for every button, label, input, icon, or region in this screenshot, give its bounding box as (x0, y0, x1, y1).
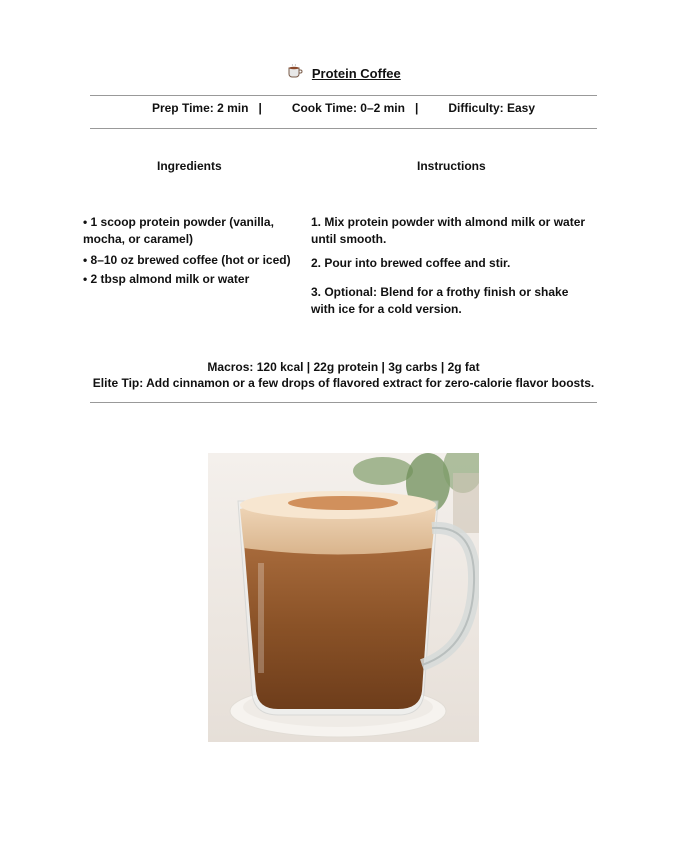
list-item: 3. Optional: Blend for a frothy finish or shake with ice for a cold version. (311, 285, 569, 316)
ingredients-heading: Ingredients (157, 159, 222, 173)
list-item: 1. Mix protein powder with almond milk or water until smooth. (311, 215, 586, 246)
instructions-heading: Instructions (417, 159, 486, 173)
list-item: • 1 scoop protein powder (vanilla, mocha, or caramel) (83, 215, 274, 246)
instructions-list (311, 214, 591, 325)
macros-block (0, 359, 687, 391)
meta-separator: | (248, 101, 292, 115)
ingredients-list (83, 214, 293, 290)
list-item: 2. Pour into brewed coffee and stir. (311, 256, 511, 270)
protein-coffee-photo (208, 453, 479, 742)
difficulty: Difficulty: Easy (448, 101, 536, 115)
cook-time: Cook Time: 0–2 min (291, 101, 405, 115)
page-title: Protein Coffee (311, 66, 401, 81)
divider-meta (90, 128, 597, 129)
recipe-meta (90, 101, 597, 115)
prep-time: Prep Time: 2 min (151, 101, 249, 115)
list-item: • 8–10 oz brewed coffee (hot or iced) (83, 253, 291, 267)
meta-separator: | (404, 101, 449, 115)
recipe-title-row (0, 64, 687, 81)
macros-line: Macros: 120 kcal | 22g protein | 3g carbs | 2g fat (207, 360, 480, 374)
divider-top (90, 95, 597, 96)
elite-tip: Elite Tip: Add cinnamon or a few drops of flavored extract for zero-calorie flavor boosts. (92, 376, 595, 390)
list-item: • 2 tbsp almond milk or water (83, 272, 250, 286)
divider-bottom (90, 402, 597, 403)
coffee-cup-icon (286, 64, 304, 81)
